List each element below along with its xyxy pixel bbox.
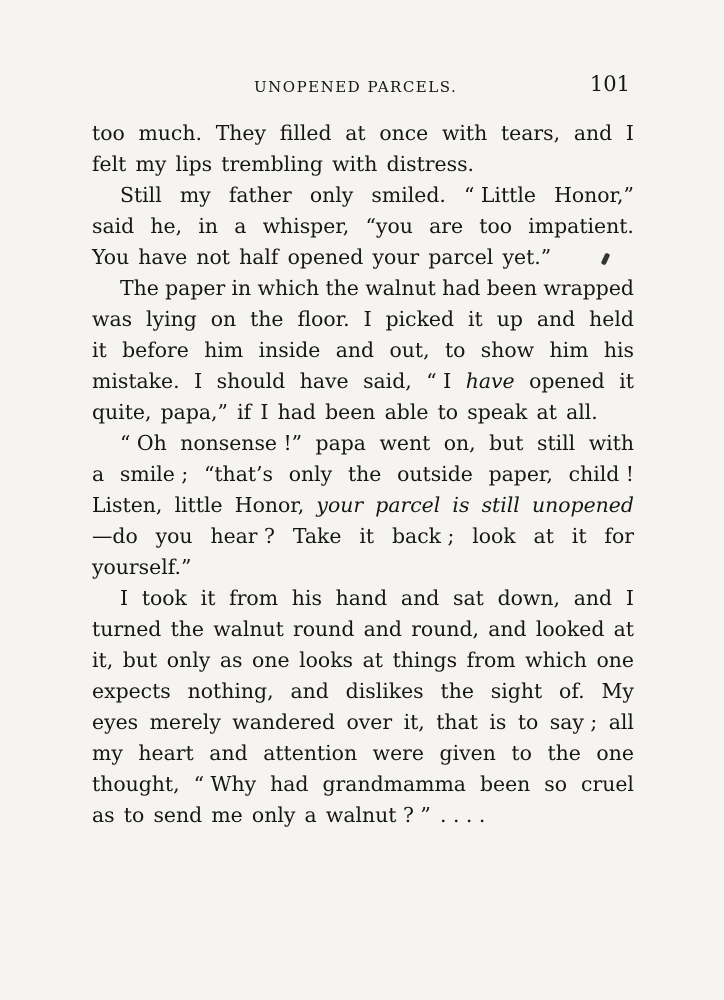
word: I: [363, 307, 372, 331]
text-line: [92, 428, 634, 459]
text-line: [92, 273, 634, 304]
text-line: [92, 149, 634, 180]
word: a: [234, 214, 247, 238]
word: distress.: [386, 152, 475, 176]
text-line: [92, 242, 634, 273]
word: and: [573, 121, 613, 145]
word: had: [442, 276, 481, 300]
word: to: [511, 741, 532, 765]
word: that: [436, 710, 478, 734]
word: child !: [568, 462, 634, 486]
word: out,: [389, 338, 430, 362]
word: and: [488, 617, 527, 641]
word: thought,: [92, 772, 180, 796]
word: lips: [175, 152, 213, 176]
word: tears,: [500, 121, 561, 145]
word: They: [215, 121, 267, 145]
word: nothing,: [187, 679, 274, 703]
word: it,: [92, 648, 114, 672]
word: outside: [397, 462, 473, 486]
word: look: [472, 524, 516, 548]
word: I: [260, 400, 269, 424]
word: “ Oh: [120, 431, 167, 455]
text-line: [92, 521, 634, 552]
word: “that’s: [203, 462, 273, 486]
word: it: [359, 524, 375, 548]
word: is: [452, 493, 470, 517]
word: . . . .: [439, 803, 486, 827]
word: his: [291, 586, 322, 610]
word: on: [210, 307, 237, 331]
text-line: [92, 614, 634, 645]
word: heart: [138, 741, 194, 765]
word: papa: [315, 431, 366, 455]
word: —do: [92, 524, 138, 548]
text-line: [92, 800, 634, 831]
text-line: [92, 180, 634, 211]
word: should: [216, 369, 286, 393]
word: and: [335, 338, 375, 362]
text-line: [92, 490, 634, 521]
word: and: [363, 617, 402, 641]
text-line: [92, 552, 634, 583]
word: you: [155, 524, 193, 548]
word: of.: [559, 679, 585, 703]
word: speak: [467, 400, 528, 424]
word: floor.: [297, 307, 350, 331]
word: all.: [566, 400, 598, 424]
word: Honor,”: [554, 183, 634, 207]
word: nonsense !”: [180, 431, 303, 455]
word: show: [480, 338, 535, 362]
word: my: [179, 183, 211, 207]
word: too: [92, 121, 125, 145]
text-line: [92, 738, 634, 769]
word: things: [392, 648, 458, 672]
text-line: [92, 459, 634, 490]
word: it: [571, 524, 587, 548]
word: looks: [299, 648, 354, 672]
word: it,: [403, 710, 425, 734]
word: from: [466, 648, 516, 672]
word: and: [290, 679, 329, 703]
word: only: [166, 648, 211, 672]
word: say ;: [549, 710, 598, 734]
word: back ;: [391, 524, 455, 548]
word: mistake.: [92, 369, 180, 393]
word: sight: [490, 679, 543, 703]
word: “you: [365, 214, 413, 238]
word: half: [239, 245, 279, 269]
word: Still: [120, 183, 162, 207]
page-header: [92, 74, 632, 100]
word: the: [170, 617, 204, 641]
word: attention: [263, 741, 358, 765]
word: was: [92, 307, 133, 331]
word: wrapped: [543, 276, 634, 300]
word: still: [481, 493, 520, 517]
word: cruel: [581, 772, 634, 796]
word: been: [479, 772, 531, 796]
word: grandmamma: [322, 772, 466, 796]
word: opened: [287, 245, 364, 269]
word: which: [257, 276, 320, 300]
word: it: [200, 586, 216, 610]
word: been: [325, 400, 376, 424]
word: at: [613, 617, 634, 641]
word: at: [536, 400, 557, 424]
word: turned: [92, 617, 162, 641]
word: at: [362, 648, 383, 672]
running-head: UNOPENED PARCELS.: [254, 78, 458, 96]
word: with: [441, 121, 488, 145]
word: before: [122, 338, 189, 362]
word: him: [204, 338, 244, 362]
word: the: [347, 462, 382, 486]
word: is: [489, 710, 507, 734]
word: been: [486, 276, 538, 300]
word: paper,: [488, 462, 553, 486]
word: if: [237, 400, 252, 424]
word: the: [547, 741, 581, 765]
word: opened: [529, 369, 605, 393]
word: and: [536, 307, 576, 331]
word: Take: [292, 524, 342, 548]
word: so: [544, 772, 568, 796]
word: quite,: [92, 400, 152, 424]
word: and: [209, 741, 248, 765]
word: but: [122, 648, 158, 672]
word: looked: [535, 617, 605, 641]
word: at: [533, 524, 554, 548]
text-line: [92, 335, 634, 366]
word: expects: [92, 679, 171, 703]
word: with: [588, 431, 634, 455]
word: my: [92, 741, 123, 765]
word: hear ?: [210, 524, 275, 548]
word: over: [346, 710, 393, 734]
word: not: [196, 245, 230, 269]
word: walnut: [365, 276, 436, 300]
word: lying: [146, 307, 197, 331]
word: one: [596, 741, 634, 765]
text-line: [92, 645, 634, 676]
word: still: [536, 431, 576, 455]
word: The: [120, 276, 159, 300]
word: took: [141, 586, 187, 610]
word: only: [288, 462, 333, 486]
word: have: [465, 369, 515, 393]
word: My: [601, 679, 634, 703]
word: able: [384, 400, 429, 424]
text-line: [92, 397, 634, 428]
text-line: [92, 707, 634, 738]
word: yet.”: [502, 245, 552, 269]
word: and: [400, 586, 440, 610]
word: to: [123, 803, 145, 827]
word: Honor,: [234, 493, 305, 517]
word: I: [625, 586, 634, 610]
word: too: [479, 214, 513, 238]
word: papa,”: [160, 400, 228, 424]
word: as: [219, 648, 243, 672]
page-number: 101: [589, 72, 630, 96]
word: it: [92, 338, 107, 362]
word: whisper,: [262, 214, 350, 238]
word: dislikes: [345, 679, 424, 703]
word: felt: [92, 152, 127, 176]
word: walnut: [213, 617, 284, 641]
word: parcel: [428, 245, 494, 269]
word: unopened: [532, 493, 634, 517]
text-line: [92, 118, 634, 149]
word: eyes: [92, 710, 139, 734]
word: wandered: [232, 710, 336, 734]
word: have: [299, 369, 349, 393]
word: yourself.”: [92, 555, 192, 579]
word: but: [489, 431, 524, 455]
word: “ I: [426, 369, 452, 393]
word: once: [379, 121, 429, 145]
word: down,: [497, 586, 560, 610]
word: said,: [363, 369, 412, 393]
word: smiled.: [371, 183, 446, 207]
word: the: [440, 679, 474, 703]
word: paper: [165, 276, 226, 300]
word: in: [198, 214, 218, 238]
text-line: [92, 676, 634, 707]
word: parcel: [375, 493, 441, 517]
word: went: [379, 431, 431, 455]
word: the: [250, 307, 284, 331]
word: his: [603, 338, 634, 362]
word: a: [304, 803, 317, 827]
word: filled: [279, 121, 332, 145]
word: “ Little: [463, 183, 536, 207]
word: in: [231, 276, 252, 300]
word: him: [549, 338, 589, 362]
text-body: [92, 118, 634, 831]
word: my: [135, 152, 167, 176]
word: given: [439, 741, 496, 765]
word: at: [345, 121, 366, 145]
word: sat: [453, 586, 484, 610]
word: up: [496, 307, 523, 331]
text-line: [92, 769, 634, 800]
word: one: [252, 648, 290, 672]
word: have: [138, 245, 188, 269]
word: Listen,: [92, 493, 163, 517]
word: your: [372, 245, 420, 269]
word: I: [120, 586, 129, 610]
word: only: [251, 803, 296, 827]
word: to: [437, 400, 459, 424]
word: it: [468, 307, 483, 331]
word: impatient.: [528, 214, 634, 238]
word: smile ;: [119, 462, 189, 486]
word: round,: [411, 617, 480, 641]
word: a: [92, 462, 105, 486]
word: which: [525, 648, 587, 672]
word: held: [589, 307, 634, 331]
word: little: [174, 493, 223, 517]
text-line: [92, 304, 634, 335]
text-line: [92, 366, 634, 397]
word: only: [309, 183, 354, 207]
text-line: [92, 583, 634, 614]
word: send: [153, 803, 203, 827]
word: had: [277, 400, 316, 424]
word: trembling: [221, 152, 323, 176]
word: “ Why: [193, 772, 257, 796]
word: and: [573, 586, 613, 610]
word: to: [444, 338, 466, 362]
word: inside: [258, 338, 321, 362]
word: your: [316, 493, 364, 517]
word: father: [228, 183, 292, 207]
word: much.: [138, 121, 202, 145]
word: on,: [443, 431, 476, 455]
word: are: [429, 214, 464, 238]
word: You: [92, 245, 130, 269]
word: I: [194, 369, 203, 393]
word: all: [608, 710, 634, 734]
word: said: [92, 214, 135, 238]
word: he,: [150, 214, 183, 238]
word: merely: [149, 710, 221, 734]
word: as: [92, 803, 115, 827]
word: picked: [385, 307, 455, 331]
word: to: [517, 710, 539, 734]
word: for: [604, 524, 634, 548]
word: walnut ? ”: [325, 803, 431, 827]
word: with: [332, 152, 378, 176]
word: the: [325, 276, 359, 300]
word: hand: [335, 586, 388, 610]
word: round: [293, 617, 355, 641]
word: one: [596, 648, 634, 672]
word: had: [270, 772, 309, 796]
word: it: [619, 369, 634, 393]
word: from: [229, 586, 279, 610]
word: were: [372, 741, 424, 765]
text-line: [92, 211, 634, 242]
word: me: [211, 803, 243, 827]
word: I: [625, 121, 634, 145]
